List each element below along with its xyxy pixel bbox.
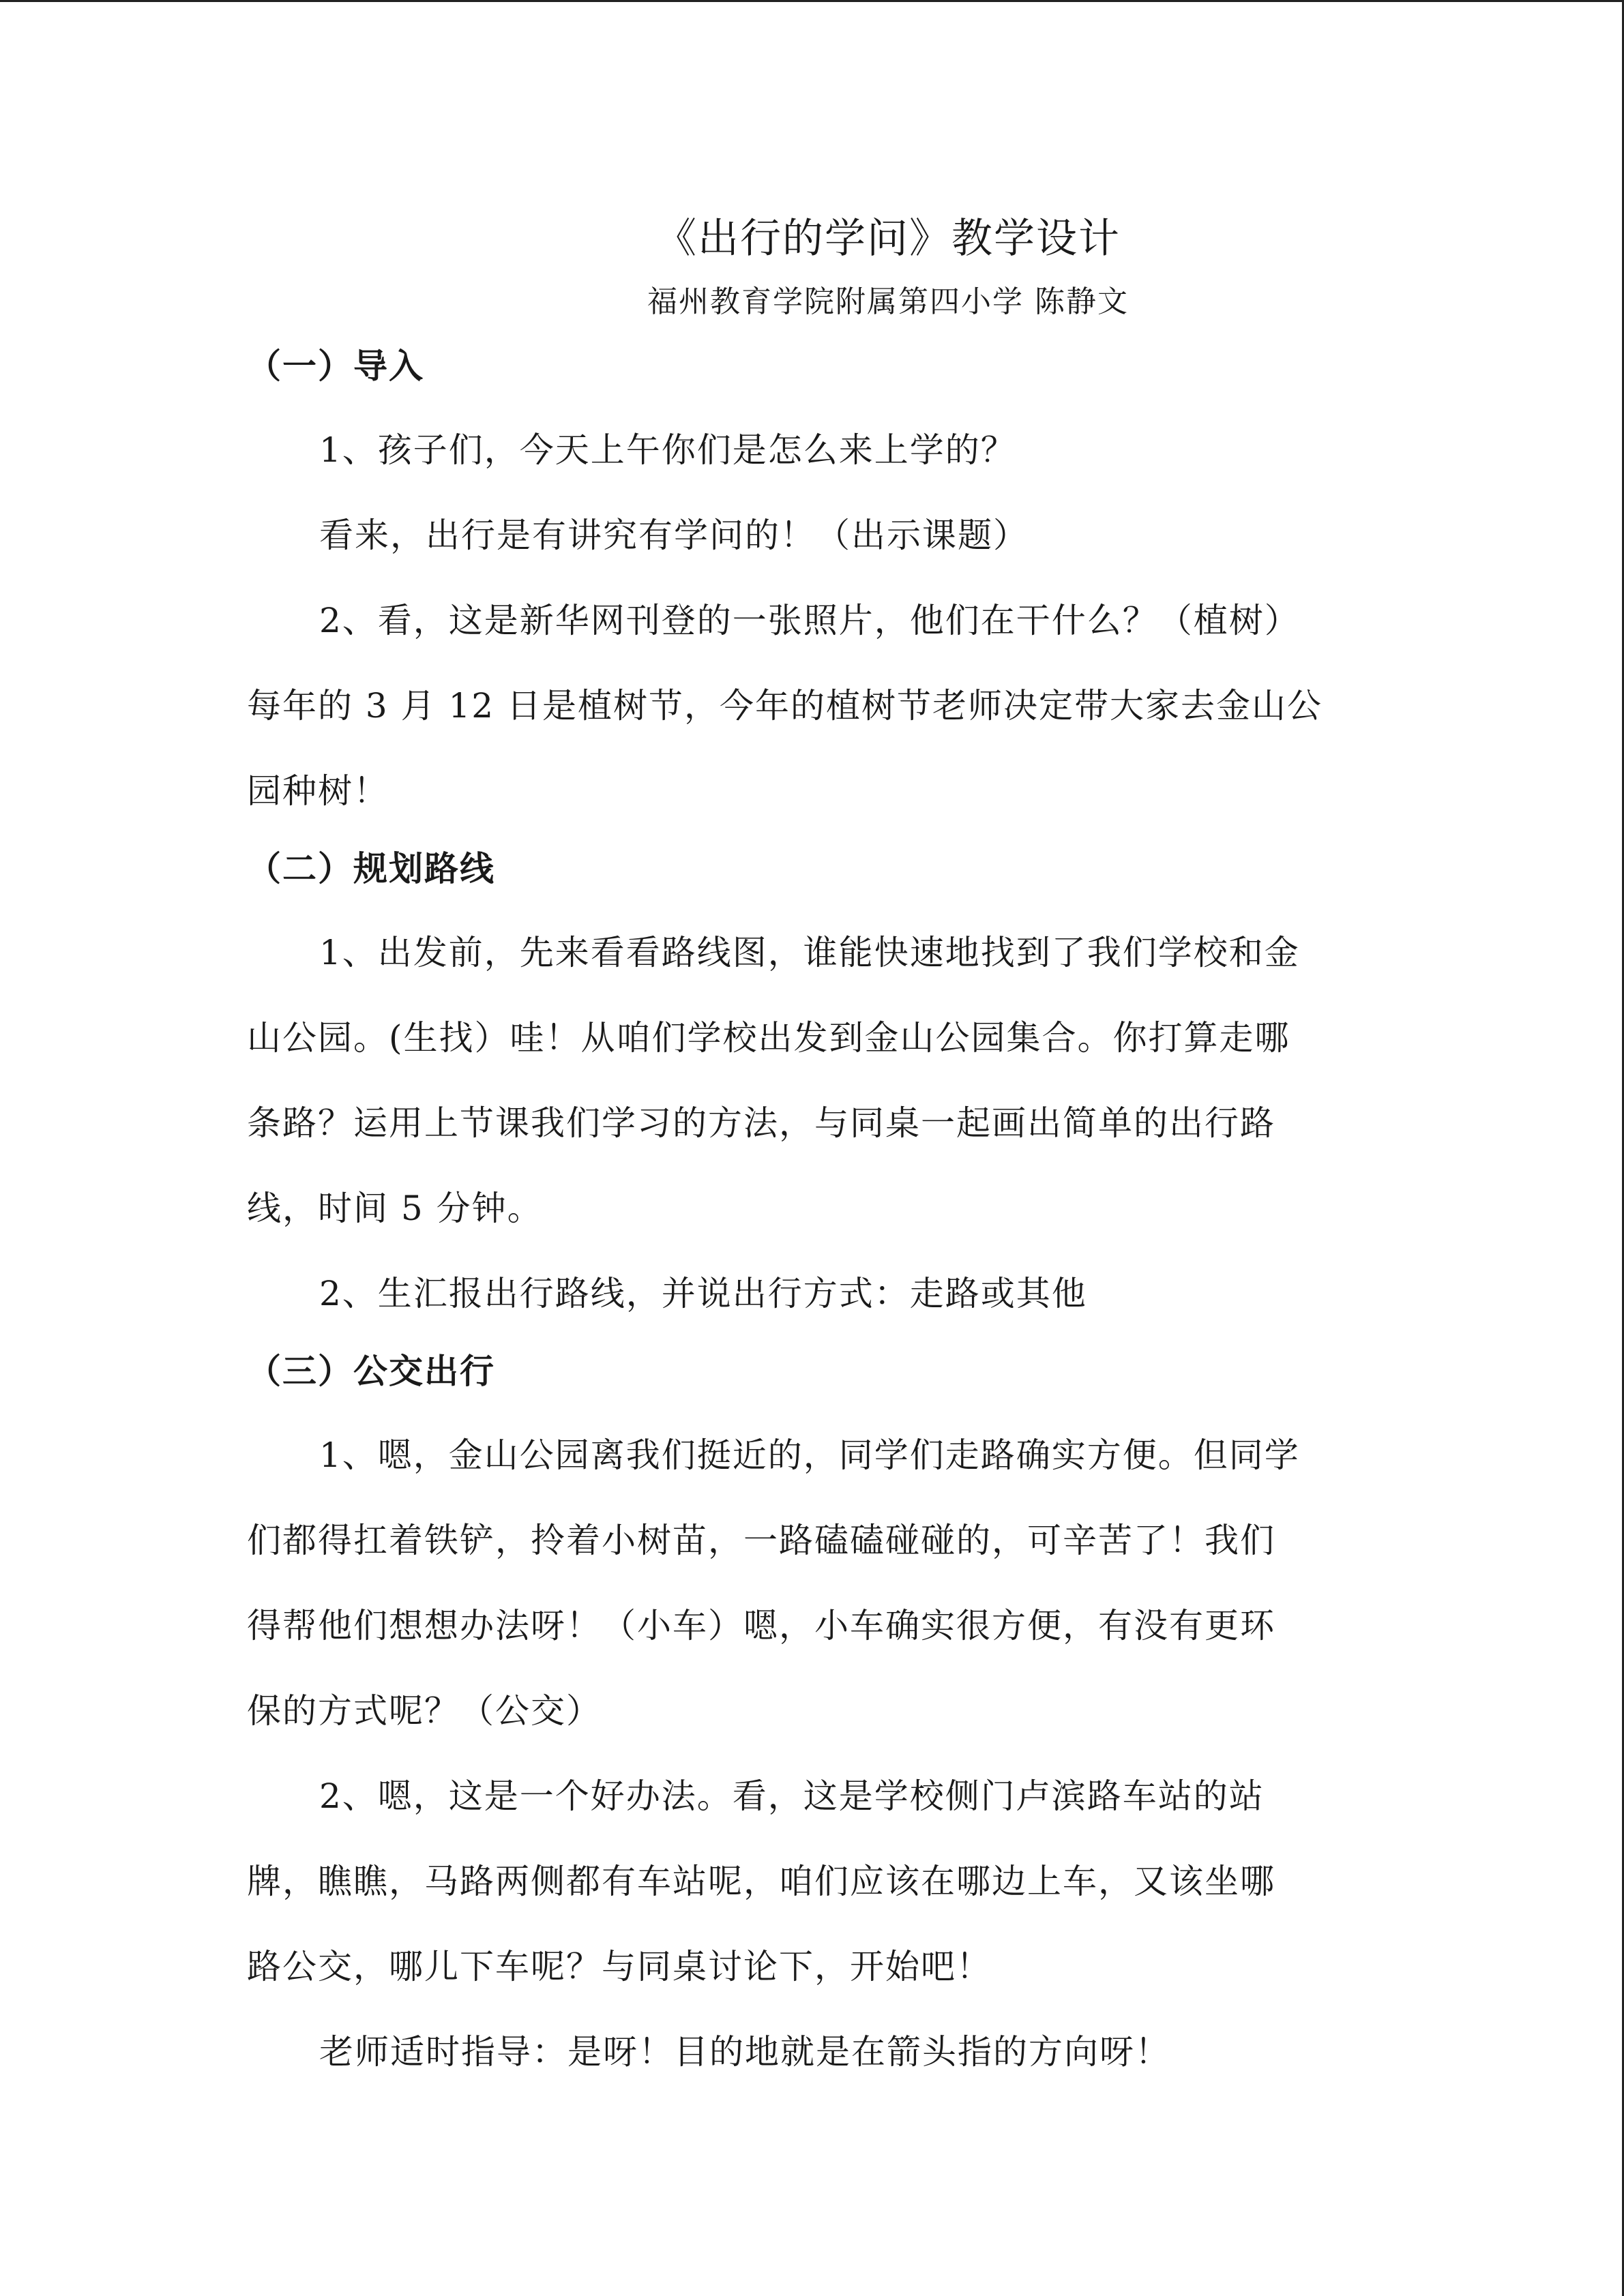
paragraph-line: 条路？运用上节课我们学习的方法，与同桌一起画出简单的出行路 [247,1103,1275,1143]
paragraph-line: 2、生汇报出行路线，并说出行方式：走路或其他 [319,1274,1087,1313]
paragraph-line: 1、孩子们，今天上午你们是怎么来上学的？ [319,430,1016,470]
document-body [247,205,1379,2095]
document-author: 福州教育学院附属第四小学 陈静文 [647,284,1129,319]
paragraph-line: 2、嗯，这是一个好办法。看，这是学校侧门卢滨路车站的站 [319,1776,1265,1816]
paragraph-line: 得帮他们想想办法呀！（小车）嗯，小车确实很方便，有没有更环 [247,1606,1275,1645]
paragraph-line: 们都得扛着铁铲，拎着小树苗，一路磕磕碰碰的，可辛苦了！我们 [247,1521,1275,1560]
paragraph-line: 山公园。(生找）哇！从咱们学校出发到金山公园集合。你打算走哪 [247,1018,1290,1058]
paragraph-line: 老师适时指导：是呀！目的地就是在箭头指的方向呀！ [319,2032,1170,2072]
section-route-planning [247,838,1379,1337]
document-title: 《出行的学问》教学设计 [655,215,1121,263]
paragraph-line: 路公交，哪儿下车呢？与同桌讨论下，开始吧！ [247,1947,992,1986]
paragraph-line: 看来，出行是有讲究有学问的！（出示课题） [319,516,1029,555]
paragraph-line: 1、出发前，先来看看路线图，谁能快速地找到了我们学校和金 [319,933,1300,972]
paragraph-line: 保的方式呢？（公交） [247,1691,602,1731]
paragraph-line: 2、看，这是新华网刊登的一张照片，他们在干什么？（植树） [319,601,1300,640]
paragraph-line: 园种树！ [247,771,389,811]
section-bus-travel [247,1341,1379,2095]
section-intro [247,336,1379,834]
paragraph-line: 线，时间 5 分钟。 [247,1189,543,1228]
paragraph-line: 每年的 3 月 12 日是植树节，今年的植树节老师决定带大家去金山公 [247,686,1323,726]
section-heading: （一）导入 [247,346,424,386]
paragraph-line: 1、嗯，金山公园离我们挺近的，同学们走路确实方便。但同学 [319,1435,1300,1475]
page-border-top [0,0,1624,2]
paragraph-line: 牌，瞧瞧，马路两侧都有车站呢，咱们应该在哪边上车，又该坐哪 [247,1862,1275,1901]
section-heading: （三）公交出行 [247,1352,495,1391]
section-heading: （二）规划路线 [247,849,495,889]
